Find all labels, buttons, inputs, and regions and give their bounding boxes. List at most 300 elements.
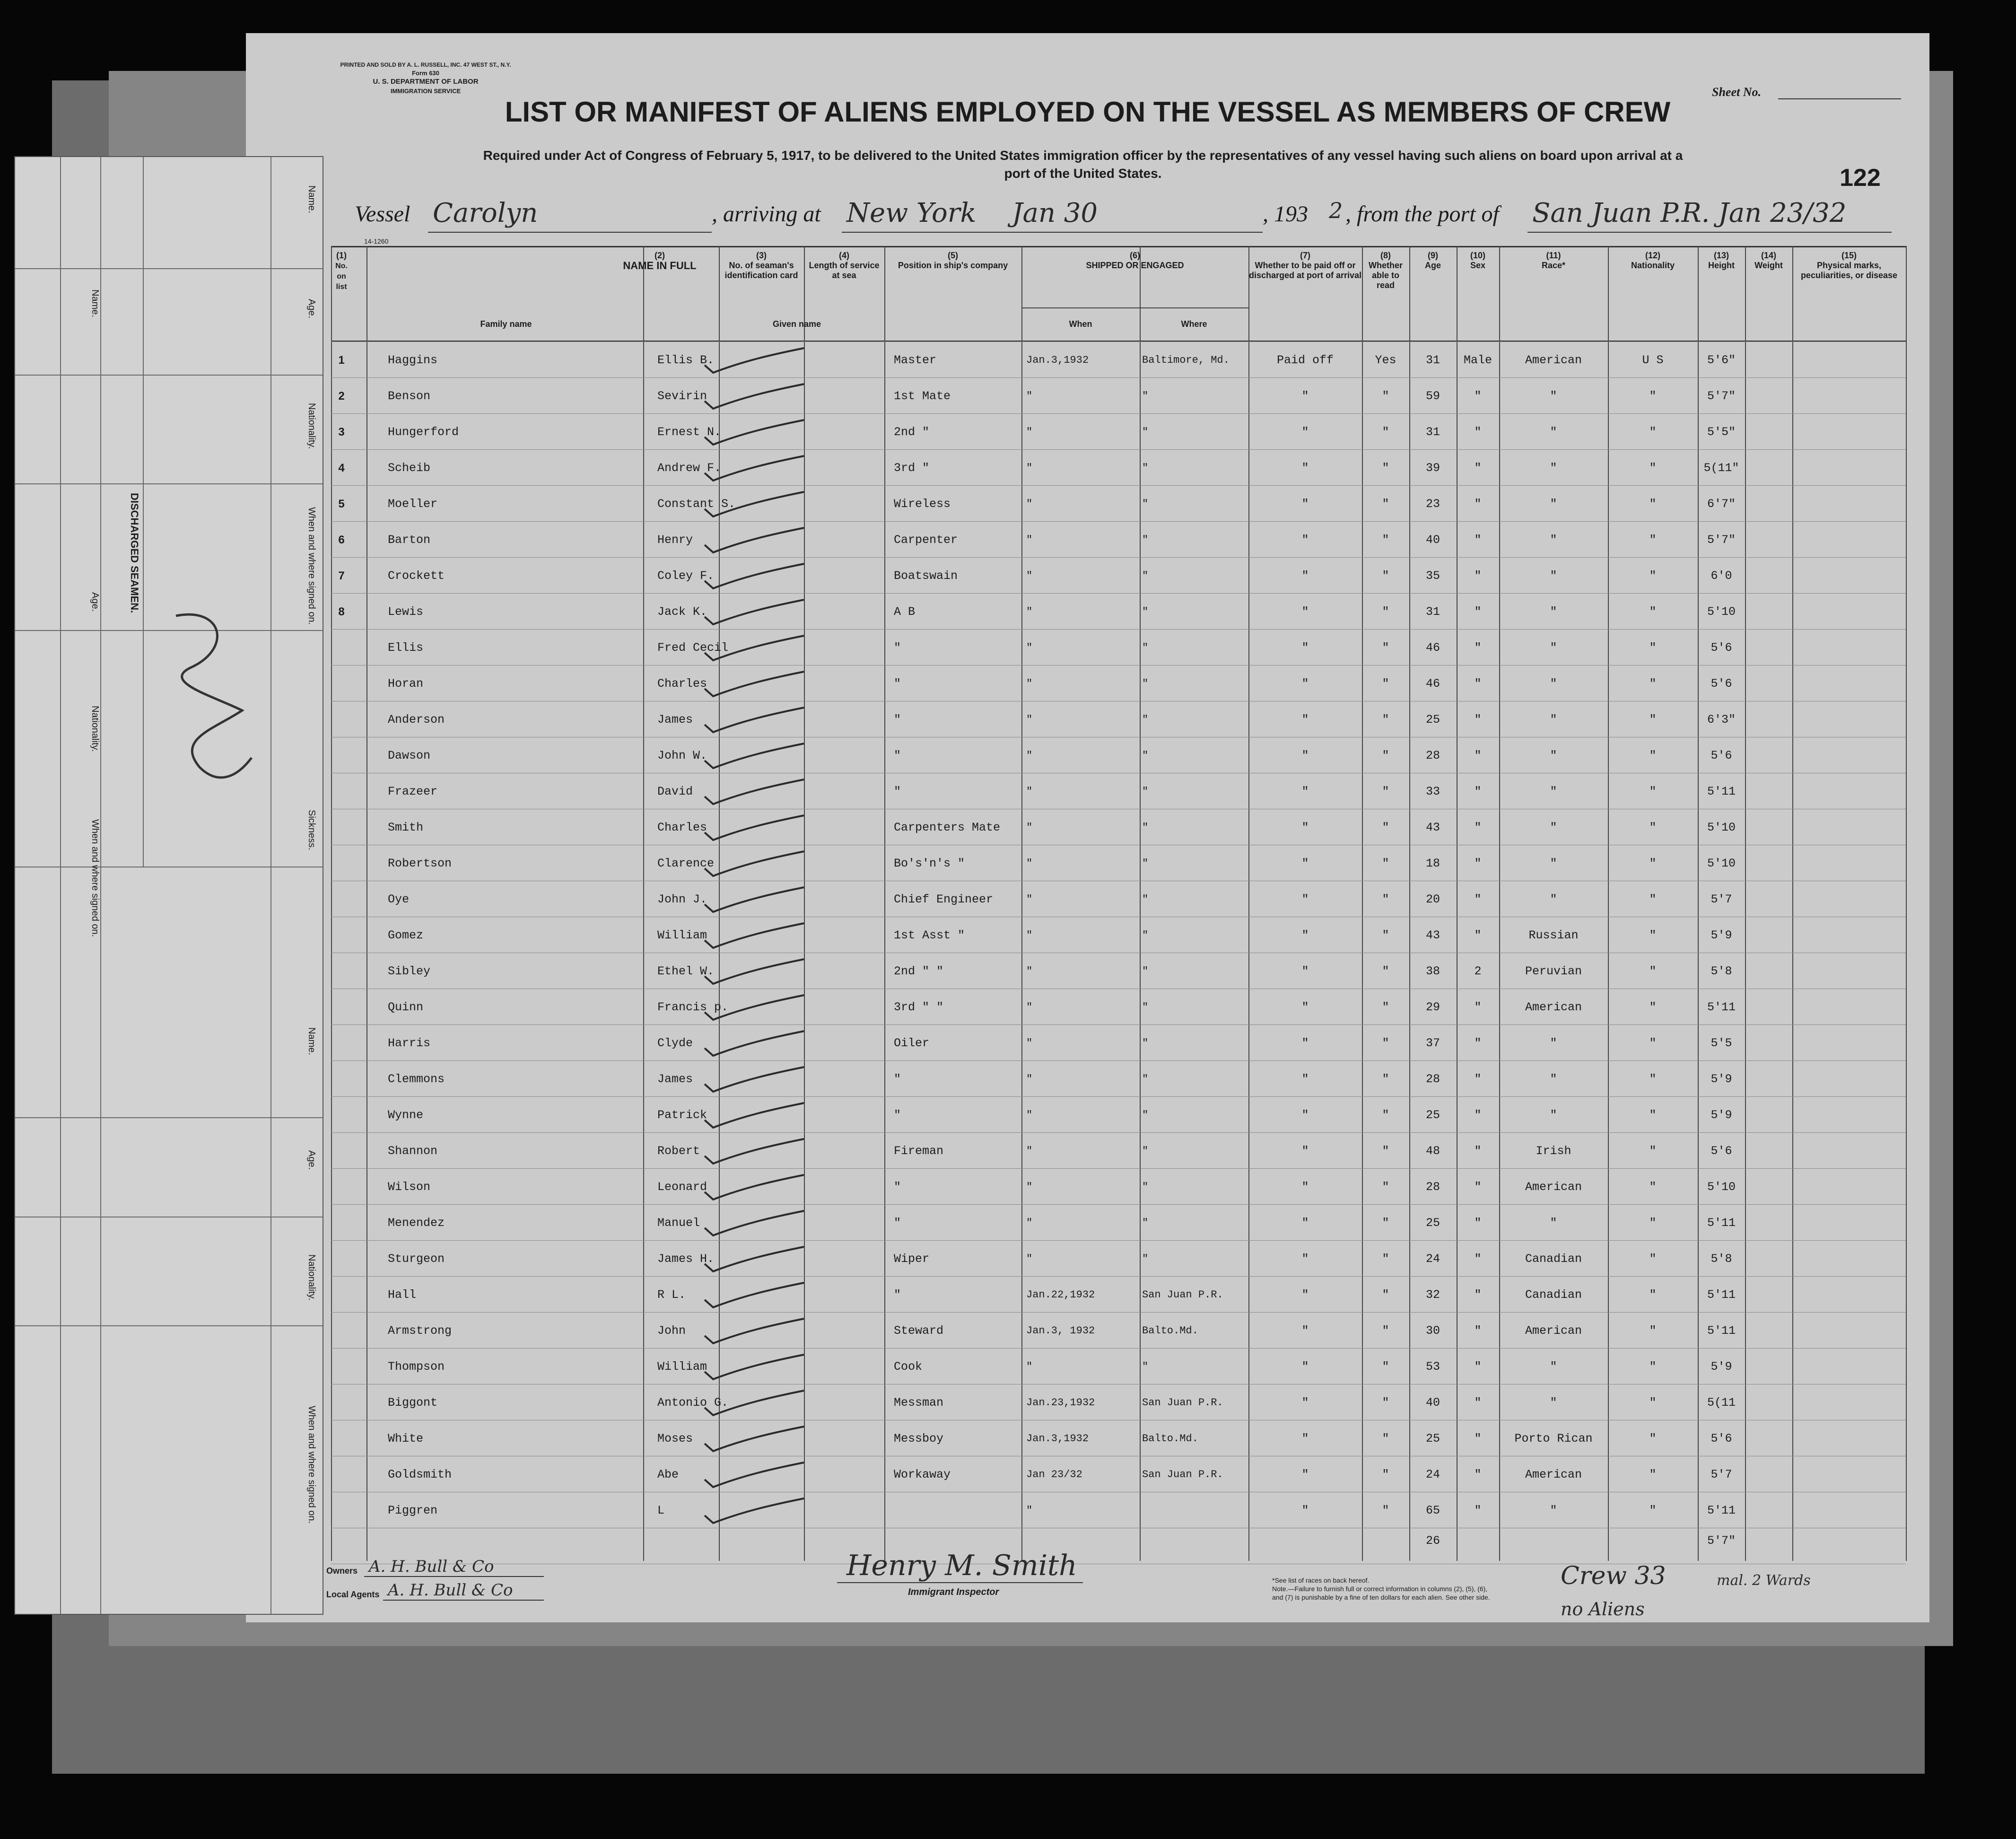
- cell-race: ": [1550, 389, 1557, 403]
- cell-family: Armstrong: [388, 1324, 452, 1338]
- cell-position: ": [894, 785, 901, 798]
- cell-given: William: [657, 928, 707, 942]
- cell-given: Clarence: [657, 857, 715, 870]
- strip-sub-name: Name.: [90, 289, 100, 317]
- cell-race: American: [1525, 353, 1582, 367]
- inspector-signature: Henry M. Smith: [847, 1549, 1077, 1582]
- cell-when: Jan.22,1932: [1026, 1289, 1095, 1301]
- cell-when: ": [1026, 858, 1033, 869]
- cell-read: ": [1382, 425, 1389, 439]
- cell-where: ": [1142, 1037, 1149, 1049]
- cell-given: John: [657, 1324, 686, 1338]
- cell-read: ": [1382, 1180, 1389, 1194]
- cell-sex: ": [1474, 1180, 1482, 1194]
- cell-nationality: ": [1649, 1144, 1657, 1158]
- cell-family: Frazeer: [388, 785, 438, 798]
- cell-height: 5'8: [1711, 1252, 1732, 1266]
- cell-read: Yes: [1375, 353, 1396, 367]
- footnote-2: Note.—Failure to furnish full or correct information in columns (2), (5), (6),: [1272, 1585, 1488, 1593]
- cell-given: William: [657, 1360, 707, 1374]
- cell-position: Cook: [894, 1360, 923, 1374]
- cell-where: ": [1142, 893, 1149, 905]
- cell-race: ": [1550, 821, 1557, 834]
- cell-race: ": [1550, 1216, 1557, 1230]
- strip-nationality-label-2: Nationality.: [306, 1254, 317, 1301]
- col-9-num: (9): [1428, 251, 1438, 260]
- cell-height: 5'10: [1707, 821, 1736, 834]
- check-mark-icon: [700, 954, 809, 990]
- cell-height: 5'6: [1711, 749, 1732, 762]
- cell-family: Crockett: [388, 569, 445, 583]
- cell-paid: ": [1301, 1432, 1309, 1445]
- cell-age: 24: [1425, 1468, 1440, 1481]
- check-mark-icon: [700, 630, 809, 666]
- cell-when: Jan.3,1932: [1026, 1433, 1089, 1445]
- cell-where: ": [1142, 642, 1149, 654]
- cell-read: ": [1382, 605, 1389, 619]
- inspector-line: [837, 1582, 1083, 1583]
- cell-height: 5'9: [1711, 928, 1732, 942]
- cell-race: Canadian: [1525, 1288, 1582, 1302]
- col-11-header: [1499, 251, 1608, 271]
- cell-read: ": [1382, 1036, 1389, 1050]
- cell-height: 6'7": [1707, 497, 1736, 511]
- cell-given: Patrick: [657, 1108, 707, 1122]
- row-number: [332, 1349, 351, 1385]
- cell-height: 5'7": [1707, 389, 1736, 403]
- cell-given: Jack K.: [657, 605, 707, 619]
- cell-when: ": [1026, 750, 1033, 762]
- cell-nationality: ": [1649, 1036, 1657, 1050]
- cell-when: ": [1026, 1001, 1033, 1013]
- cell-age: 32: [1425, 1288, 1440, 1302]
- cell-given: L: [657, 1504, 665, 1517]
- row-number: [332, 1025, 351, 1061]
- cell-position: ": [894, 1288, 901, 1302]
- cell-height: 5'8: [1711, 964, 1732, 978]
- cell-race: ": [1550, 425, 1557, 439]
- cell-given: Andrew F.: [657, 461, 722, 475]
- strip-name-label-2: Name.: [306, 1027, 317, 1055]
- from-port: San Juan P.R. Jan 23/32: [1532, 198, 1847, 228]
- cell-position: [894, 1493, 1021, 1529]
- col-9-header: [1409, 251, 1457, 271]
- check-mark-icon: [700, 1349, 809, 1385]
- col-12-label: Nationality: [1631, 261, 1675, 270]
- check-mark-icon: [700, 1493, 809, 1529]
- col-1-label: No. on list: [335, 262, 348, 291]
- crew-row: [246, 1169, 1929, 1205]
- cell-race: Russian: [1528, 928, 1579, 942]
- cell-paid: ": [1301, 1036, 1309, 1050]
- cell-given: James H.: [657, 1252, 715, 1266]
- cell-age: 35: [1425, 569, 1440, 583]
- cell-nationality: ": [1649, 1288, 1657, 1302]
- cell-paid: ": [1301, 785, 1309, 798]
- crew-row: [246, 522, 1929, 558]
- cell-nationality: ": [1649, 1072, 1657, 1086]
- cell-when: ": [1026, 642, 1033, 654]
- cell-where: ": [1142, 1001, 1149, 1013]
- cell-read: ": [1382, 785, 1389, 798]
- cell-read: ": [1382, 964, 1389, 978]
- cell-nationality: ": [1649, 389, 1657, 403]
- strip-name-label: Name.: [306, 185, 317, 213]
- strip-nationality-label: Nationality.: [306, 403, 317, 449]
- cell-sex: ": [1474, 569, 1482, 583]
- cell-age: 31: [1425, 605, 1440, 619]
- cell-age: 25: [1425, 713, 1440, 727]
- strip-rule-2: [15, 375, 323, 376]
- cell-height: 6'0: [1711, 569, 1732, 583]
- cell-height: 5'6": [1707, 353, 1736, 367]
- cell-family: Sturgeon: [388, 1252, 445, 1266]
- no-aliens-note: no Aliens: [1561, 1599, 1645, 1620]
- cell-when: ": [1026, 498, 1033, 510]
- cell-race: American: [1525, 1000, 1582, 1014]
- cell-position: A B: [894, 605, 916, 619]
- crew-row: [246, 1025, 1929, 1061]
- cell-given: Ellis B.: [657, 353, 715, 367]
- col-7-num: (7): [1300, 251, 1310, 260]
- cell-race: ": [1550, 605, 1557, 619]
- cell-where: ": [1142, 1181, 1149, 1193]
- crew-row: [246, 846, 1929, 882]
- cell-nationality: ": [1649, 1000, 1657, 1014]
- cell-when: ": [1026, 1217, 1033, 1229]
- crew-row: [246, 1133, 1929, 1169]
- check-mark-icon: [700, 990, 809, 1025]
- cell-when: ": [1026, 965, 1033, 977]
- cell-paid: ": [1301, 821, 1309, 834]
- footnote: [1272, 1576, 1490, 1602]
- col-13-num: (13): [1713, 251, 1729, 260]
- agents-label: Local Agents: [326, 1590, 380, 1599]
- strip-age-label-2: Age.: [306, 1150, 317, 1170]
- strip-rule-1: [15, 268, 323, 269]
- printer-line: PRINTED AND SOLD BY A. L. RUSSELL, INC. 47 WEST ST., N.Y.: [340, 61, 511, 68]
- col-3-num: (3): [756, 251, 767, 260]
- row-number: 3: [338, 426, 345, 438]
- cell-when: ": [1026, 606, 1033, 618]
- col-3-label: No. of seaman's identification card: [724, 261, 798, 280]
- strip-sub-nationality: Nationality.: [90, 706, 100, 752]
- cell-nationality: ": [1649, 713, 1657, 727]
- cell-when: Jan.3,1932: [1026, 354, 1089, 366]
- col-4-num: (4): [839, 251, 849, 260]
- cell-race: ": [1550, 461, 1557, 475]
- col-4-label: Length of service at sea: [809, 261, 880, 280]
- cell-where: ": [1142, 1073, 1149, 1085]
- cell-paid: ": [1301, 389, 1309, 403]
- cell-sex: ": [1474, 641, 1482, 655]
- cell-paid: ": [1301, 497, 1309, 511]
- cell-age: 28: [1425, 1072, 1440, 1086]
- check-mark-icon: [700, 558, 809, 594]
- col-6-num: (6): [1130, 251, 1140, 260]
- cell-family: Biggont: [388, 1396, 438, 1410]
- cell-when: ": [1026, 390, 1033, 402]
- col-15-num: (15): [1841, 251, 1857, 260]
- cell-position: Master: [894, 353, 937, 367]
- row-number: [332, 1277, 351, 1313]
- cell-when: ": [1026, 822, 1033, 833]
- check-mark-icon: [700, 1205, 809, 1241]
- cell-age: 40: [1425, 1396, 1440, 1410]
- cell-family: Clemmons: [388, 1072, 445, 1086]
- cell-race: American: [1525, 1180, 1582, 1194]
- cell-nationality: ": [1649, 821, 1657, 834]
- cell-nationality: ": [1649, 785, 1657, 798]
- cell-given: Moses: [657, 1432, 693, 1445]
- cell-height: 5'7": [1707, 533, 1736, 547]
- cell-when: ": [1026, 570, 1033, 582]
- check-mark-icon: [700, 882, 809, 918]
- cell-sex: ": [1474, 1216, 1482, 1230]
- cell-age: 43: [1425, 928, 1440, 942]
- cell-sex: ": [1474, 1036, 1482, 1050]
- vessel-line: [428, 232, 712, 233]
- cell-height: 5'5": [1707, 425, 1736, 439]
- from-line: [1527, 232, 1892, 233]
- cell-paid: ": [1301, 893, 1309, 906]
- cell-family: Robertson: [388, 857, 452, 870]
- cell-race: Peruvian: [1525, 964, 1582, 978]
- cell-where: Balto.Md.: [1142, 1325, 1198, 1337]
- cell-sex: ": [1474, 1108, 1482, 1122]
- strip-sub-age: Age.: [90, 592, 100, 612]
- cell-position: ": [894, 713, 901, 727]
- cell-paid: ": [1301, 1324, 1309, 1338]
- cell-given: James: [657, 1072, 693, 1086]
- cell-where: ": [1142, 1217, 1149, 1229]
- cell-sex: ": [1474, 461, 1482, 475]
- cell-age: 31: [1425, 353, 1440, 367]
- check-mark-icon: [700, 1025, 809, 1061]
- cell-paid: ": [1301, 857, 1309, 870]
- cell-where: ": [1142, 606, 1149, 618]
- cell-read: ": [1382, 641, 1389, 655]
- cell-nationality: ": [1649, 533, 1657, 547]
- cell-given: Charles: [657, 677, 707, 691]
- cell-age: 43: [1425, 821, 1440, 834]
- cell-where: ": [1142, 786, 1149, 797]
- cell-age: 23: [1425, 497, 1440, 511]
- strip-rule-6: [15, 1117, 323, 1118]
- cell-age: 25: [1425, 1108, 1440, 1122]
- cell-read: ": [1382, 461, 1389, 475]
- row-number: [332, 1205, 351, 1241]
- cell-paid: ": [1301, 1252, 1309, 1266]
- cell-read: ": [1382, 928, 1389, 942]
- cell-given: Manuel: [657, 1216, 700, 1230]
- cell-paid: ": [1301, 1396, 1309, 1410]
- cell-sex: ": [1474, 1396, 1482, 1410]
- crew-row: [246, 1349, 1929, 1385]
- cell-height: 5'6: [1711, 641, 1732, 655]
- cell-sex: ": [1474, 1504, 1482, 1517]
- strip-title: DISCHARGED SEAMEN.: [129, 493, 140, 613]
- cell-race: ": [1550, 893, 1557, 906]
- cell-height: 5'11: [1707, 1216, 1736, 1230]
- cell-when: ": [1026, 462, 1033, 474]
- cell-read: ": [1382, 533, 1389, 547]
- cell-read: ": [1382, 1324, 1389, 1338]
- cell-given: Sevirin: [657, 389, 707, 403]
- cell-position: Messboy: [894, 1432, 944, 1445]
- row-number: [332, 954, 351, 990]
- row-number: 7: [338, 569, 345, 582]
- check-mark-icon: [700, 486, 809, 522]
- col-9-label: Age: [1424, 261, 1441, 270]
- col-2b-header: Given name: [772, 319, 821, 329]
- cell-when: ": [1026, 1073, 1033, 1085]
- cell-given: R L.: [657, 1288, 686, 1302]
- row-number: [332, 1421, 351, 1457]
- cell-family: Horan: [388, 677, 424, 691]
- cell-position: 3rd " ": [894, 1000, 944, 1014]
- col-5-header: [884, 251, 1021, 271]
- cell-position: Wireless: [894, 497, 951, 511]
- col-15-label: Physical marks, peculiarities, or disease: [1800, 261, 1898, 280]
- agents-sig: A. H. Bull & Co: [388, 1581, 513, 1600]
- row-number: [332, 990, 351, 1025]
- cell-when: ": [1026, 678, 1033, 690]
- row-number: [332, 666, 351, 702]
- row-number: 1: [338, 354, 345, 367]
- cell-position: 1st Mate: [894, 389, 951, 403]
- cell-family: Goldsmith: [388, 1468, 452, 1481]
- cell-where: ": [1142, 498, 1149, 510]
- arriving-port: New York: [847, 198, 977, 228]
- cell-age: 30: [1425, 1324, 1440, 1338]
- col-5-num: (5): [948, 251, 958, 260]
- crew-row: [246, 1457, 1929, 1493]
- cell-paid: ": [1301, 1216, 1309, 1230]
- cell-age: 39: [1425, 461, 1440, 475]
- cell-paid: ": [1301, 964, 1309, 978]
- cell-where: Baltimore, Md.: [1142, 354, 1230, 366]
- row-number: [332, 630, 351, 666]
- cell-family: Wilson: [388, 1180, 431, 1194]
- row-number: 4: [338, 462, 345, 474]
- cell-family: Anderson: [388, 713, 445, 727]
- cell-given: John J.: [657, 893, 707, 906]
- cell-height: 5(11": [1703, 461, 1739, 475]
- cell-paid: ": [1301, 1468, 1309, 1481]
- cell-where: [1142, 1493, 1248, 1529]
- crew-row: [246, 702, 1929, 738]
- cell-given: Abe: [657, 1468, 679, 1481]
- cell-read: ": [1382, 713, 1389, 727]
- arriving-line: [842, 232, 1263, 233]
- cell-family: Haggins: [388, 353, 438, 367]
- cell-when: Jan 23/32: [1026, 1469, 1082, 1480]
- check-mark-icon: [700, 1385, 809, 1421]
- strip-sub-signed: When and where signed on.: [90, 819, 100, 937]
- check-mark-icon: [700, 810, 809, 846]
- cell-age: 18: [1425, 857, 1440, 870]
- cell-age: 46: [1425, 677, 1440, 691]
- row-number: [332, 1133, 351, 1169]
- cell-nationality: ": [1649, 1252, 1657, 1266]
- cell-read: ": [1382, 389, 1389, 403]
- cell-race: ": [1550, 1036, 1557, 1050]
- cell-age: 28: [1425, 749, 1440, 762]
- col-1-num: (1): [336, 251, 347, 260]
- footnote-1: *See list of races on back hereof.: [1272, 1576, 1370, 1584]
- cell-read: ": [1382, 677, 1389, 691]
- cell-sex: ": [1474, 821, 1482, 834]
- cell-read: ": [1382, 497, 1389, 511]
- cell-age: 65: [1425, 1504, 1440, 1517]
- cell-family: Dawson: [388, 749, 431, 762]
- row-number: 6: [338, 534, 345, 546]
- cell-where: ": [1142, 570, 1149, 582]
- cell-when: ": [1026, 893, 1033, 905]
- row-number: 2: [338, 390, 345, 403]
- extra-age: 26: [1425, 1534, 1440, 1548]
- cell-height: 6'3": [1707, 713, 1736, 727]
- cell-age: 46: [1425, 641, 1440, 655]
- strip-divider-2: [100, 157, 101, 1614]
- cell-family: Hungerford: [388, 425, 459, 439]
- cell-age: 59: [1425, 389, 1440, 403]
- cell-position: Messman: [894, 1396, 944, 1410]
- cell-nationality: ": [1649, 928, 1657, 942]
- cell-nationality: ": [1649, 461, 1657, 475]
- cell-race: Irish: [1536, 1144, 1571, 1158]
- crew-row: [246, 666, 1929, 702]
- form-number: Form 630: [412, 70, 439, 77]
- check-mark-icon: [700, 522, 809, 558]
- cell-family: Moeller: [388, 497, 438, 511]
- crew-row: [246, 594, 1929, 630]
- cell-family: Ellis: [388, 641, 424, 655]
- cell-where: ": [1142, 426, 1149, 438]
- sheet-no-label: Sheet No.: [1712, 85, 1761, 99]
- row-number: [332, 1313, 351, 1349]
- col-15-header: [1792, 251, 1906, 280]
- cell-nationality: ": [1649, 641, 1657, 655]
- cell-where: ": [1142, 462, 1149, 474]
- cell-where: Balto.Md.: [1142, 1433, 1198, 1445]
- cell-sex: ": [1474, 1144, 1482, 1158]
- cell-nationality: ": [1649, 1216, 1657, 1230]
- cell-nationality: ": [1649, 497, 1657, 511]
- cell-race: ": [1550, 749, 1557, 762]
- cell-where: ": [1142, 858, 1149, 869]
- cell-position: Fireman: [894, 1144, 944, 1158]
- crew-count-note: Crew 33: [1561, 1562, 1666, 1590]
- col-10-header: [1457, 251, 1499, 271]
- page-title: LIST OR MANIFEST OF ALIENS EMPLOYED ON THE VESSEL AS MEMBERS OF CREW: [505, 96, 1671, 128]
- cell-height: 5'7: [1711, 893, 1732, 906]
- cell-paid: ": [1301, 1180, 1309, 1194]
- cell-nationality: ": [1649, 1396, 1657, 1410]
- cell-position: ": [894, 1108, 901, 1122]
- cell-sex: ": [1474, 1288, 1482, 1302]
- cell-nationality: ": [1649, 1180, 1657, 1194]
- form-code: 14-1260: [364, 237, 389, 245]
- col-2-num: (2): [655, 251, 665, 260]
- cell-sex: ": [1474, 785, 1482, 798]
- cell-nationality: ": [1649, 964, 1657, 978]
- shipped-sub-rule: [1021, 307, 1248, 308]
- row-number: [332, 702, 351, 738]
- cell-paid: ": [1301, 1360, 1309, 1374]
- cell-family: Smith: [388, 821, 424, 834]
